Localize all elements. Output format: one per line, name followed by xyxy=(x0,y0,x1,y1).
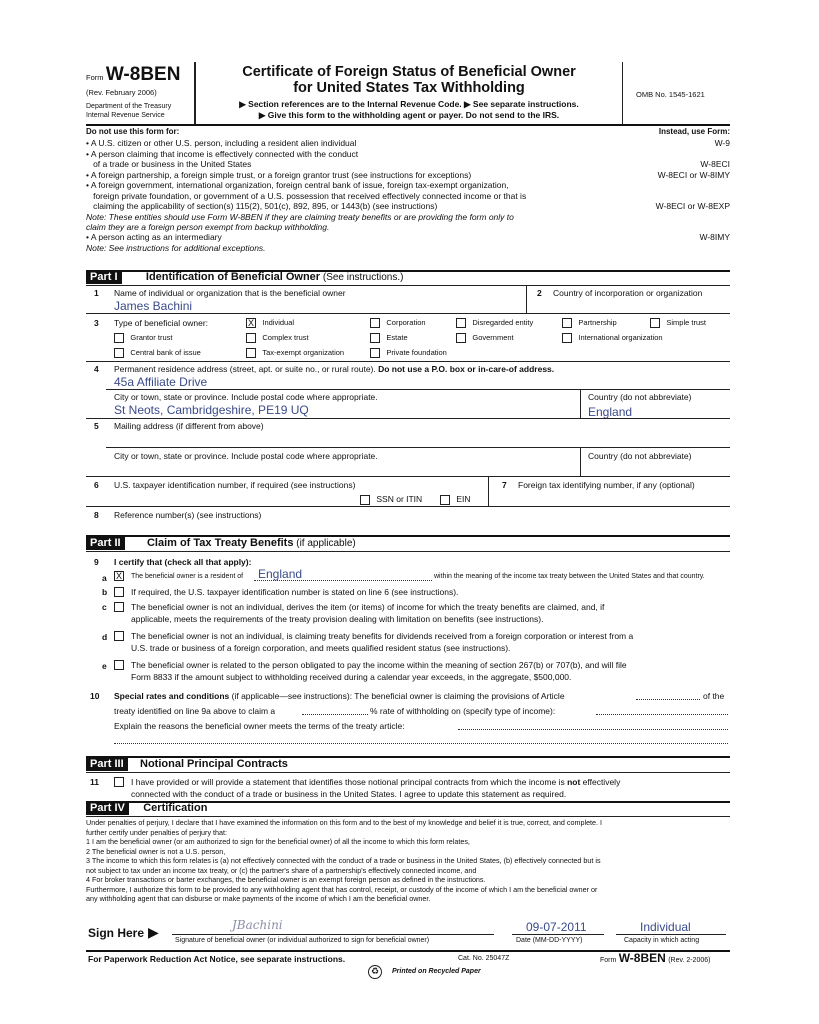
part4-label: Part IV xyxy=(86,801,129,815)
line10-text: Special rates and conditions (if applicable—see instructions): The beneficial owner is claiming the provisions of Article xyxy=(114,691,565,701)
signature-label: Signature of beneficial owner (or individual authorized to sign for beneficial owner) xyxy=(175,937,430,944)
cat-number: Cat. No. 25047Z xyxy=(458,955,510,962)
owner-type-international-organization[interactable] xyxy=(562,332,663,343)
checkbox-label: International organization xyxy=(578,333,663,342)
cert-line: any withholding agent that can disburse or make payments of the income of which I am the beneficial owner. xyxy=(86,894,431,903)
part3-header xyxy=(86,758,288,770)
do-not-use-heading: Do not use this form for: xyxy=(86,127,180,136)
line7-number: 7 xyxy=(502,480,507,490)
line9c-text2: applicable, meets the requirements of the treaty provision dealing with limitation on benefits (see instructions). xyxy=(131,614,544,624)
checkbox-label: Individual xyxy=(262,318,295,327)
line8-label: Reference number(s) (see instructions) xyxy=(114,510,262,520)
line8-number: 8 xyxy=(94,510,99,520)
checkbox-label: Tax-exempt organization xyxy=(262,348,345,357)
checkbox[interactable] xyxy=(246,348,256,358)
line9a-text2: within the meaning of the income tax treaty between the United States and that country. xyxy=(434,573,705,580)
sign-here-label: Sign Here xyxy=(88,926,145,940)
cert-line: Under penalties of perjury, I declare that I have examined the information on this form and to the best of my knowledge and belief it is true, correct, and complete. I xyxy=(86,818,603,827)
owner-type-complex-trust[interactable] xyxy=(246,332,309,343)
beneficial-owner-name-field[interactable]: James Bachini xyxy=(114,299,193,313)
line9a-letter: a xyxy=(102,573,107,583)
checkbox[interactable] xyxy=(440,495,450,505)
line3-number: 3 xyxy=(94,318,99,328)
line9c-letter: c xyxy=(102,602,107,612)
intro-row: • A foreign partnership, a foreign simple trust, or a foreign grantor trust (see instructions for exceptions) W-8ECI or W-8IMY xyxy=(86,169,730,180)
owner-type-central-bank[interactable] xyxy=(114,347,201,358)
intro-list xyxy=(86,138,730,253)
cert-line: 4 For broker transactions or barter exchanges, the beneficial owner is an exempt foreign person as defined in the instructions. xyxy=(86,875,486,884)
owner-type-private-foundation[interactable] xyxy=(370,347,447,358)
capacity-label: Capacity in which acting xyxy=(624,937,700,944)
owner-type-tax-exempt[interactable] xyxy=(246,347,344,358)
form-title-line2: for United States Tax Withholding xyxy=(293,80,525,96)
form-title-line1: Certificate of Foreign Status of Beneficial Owner xyxy=(242,64,576,80)
city-label: City or town, state or province. Include postal code where appropriate. xyxy=(114,392,378,402)
owner-type-individual[interactable] xyxy=(246,317,294,328)
article-field[interactable] xyxy=(636,699,700,700)
checkbox-label: Partnership xyxy=(578,318,617,327)
checkbox[interactable] xyxy=(456,318,466,328)
line5-label: Mailing address (if different from above) xyxy=(114,421,264,431)
ssn-label: SSN or ITIN xyxy=(376,494,423,504)
rate-field[interactable] xyxy=(302,714,368,715)
country-field[interactable]: England xyxy=(588,405,633,419)
owner-type-grantor-trust[interactable] xyxy=(114,332,172,343)
line9a-text1: The beneficial owner is a resident of xyxy=(131,573,244,580)
certification-text xyxy=(86,818,730,904)
cert-line: not subject to tax under an income tax treaty, or (c) the partner's share of a partnership's effectively connected income, and xyxy=(86,865,477,875)
form-subtitle2: ▶ Give this form to the withholding agent or payer. Do not send to the IRS. xyxy=(258,110,560,120)
owner-type-disregarded-entity[interactable] xyxy=(456,317,533,328)
line9d-option[interactable] xyxy=(114,630,124,641)
line6-number: 6 xyxy=(94,480,99,490)
line10-line2a: treaty identified on line 9a above to claim a xyxy=(114,706,276,716)
line9c-text1: The beneficial owner is not an individual, derives the item (or items) of income for which the treaty benefits are claimed, and, if xyxy=(131,602,605,612)
intro-row: of a trade or business in the United States W-8ECI xyxy=(86,159,730,169)
checkbox[interactable] xyxy=(114,660,124,670)
intro-row: • A person claiming that income is effectively connected with the conduct xyxy=(86,148,359,159)
form-label: Form xyxy=(86,73,104,82)
mailing-city-label: City or town, state or province. Include postal code where appropriate. xyxy=(114,451,378,461)
footer-form-id xyxy=(600,951,710,965)
line9c-option[interactable] xyxy=(114,601,124,612)
ssn-itin-option[interactable] xyxy=(360,494,422,505)
part3-title: Notional Principal Contracts xyxy=(140,758,288,770)
part2-header xyxy=(86,537,356,549)
cert-line: 1 I am the beneficial owner (or am authorized to sign for the beneficial owner) of all the income to which this form relates, xyxy=(86,837,470,846)
owner-type-government[interactable] xyxy=(456,332,514,343)
city-field[interactable]: St Neots, Cambridgeshire, PE19 UQ xyxy=(114,403,309,417)
checkbox[interactable] xyxy=(360,495,370,505)
date-label: Date (MM-DD-YYYY) xyxy=(516,937,583,944)
intro-row: • A foreign government, international organization, foreign central bank of issue, foreign tax-exempt organization, xyxy=(86,180,509,190)
checkbox-label: Private foundation xyxy=(386,348,447,357)
part2-title: Claim of Tax Treaty Benefits xyxy=(146,537,294,549)
cert-line: 3 The income to which this form relates is (a) not effectively connected with the conduct of a trade or business in the United States, (b) effectively connected but is xyxy=(86,856,601,865)
checkbox-label: Complex trust xyxy=(262,333,309,342)
line11-text2: connected with the conduct of a trade or business in the United States. I agree to update this statement as required. xyxy=(131,789,567,799)
rev-date: (Rev. February 2006) xyxy=(86,88,157,97)
form-subtitle1: ▶ Section references are to the Internal Revenue Code. ▶ See separate instructions. xyxy=(239,99,579,109)
line11-option[interactable] xyxy=(114,776,124,787)
instead-heading: Instead, use Form: xyxy=(658,127,730,136)
income-type-field[interactable] xyxy=(596,714,728,715)
checkbox[interactable] xyxy=(114,602,124,612)
checkbox-label: Corporation xyxy=(386,318,426,327)
line3-label: Type of beneficial owner: xyxy=(114,318,209,328)
checkbox[interactable] xyxy=(114,333,124,343)
owner-type-simple-trust[interactable] xyxy=(650,317,706,328)
checkbox[interactable] xyxy=(114,631,124,641)
checkbox-label: Central bank of issue xyxy=(130,348,201,357)
part4-title: Certification xyxy=(143,802,208,814)
line2-number: 2 xyxy=(537,288,542,298)
checkbox[interactable]: X xyxy=(115,570,122,581)
checkbox[interactable] xyxy=(114,587,124,597)
intro-row: claiming the applicability of section(s) 115(2), 501(c), 892, 895, or 1443(b) (see instructions) W-8ECI or W-8EXP xyxy=(86,201,730,211)
omb-number: OMB No. 1545-1621 xyxy=(636,90,705,99)
line11-number: 11 xyxy=(90,777,99,787)
intro-row-intermediary: • A person acting as an intermediary W-8IMY xyxy=(86,232,730,242)
permanent-address-field[interactable]: 45a Affiliate Drive xyxy=(114,375,208,389)
line10-line3: Explain the reasons the beneficial owner meets the terms of the treaty article: xyxy=(114,721,405,731)
checkbox[interactable] xyxy=(114,348,124,358)
checkbox[interactable] xyxy=(246,333,256,343)
paperwork-notice: For Paperwork Reduction Act Notice, see separate instructions. xyxy=(88,954,346,964)
line9d-letter: d xyxy=(102,632,108,642)
line4-number: 4 xyxy=(94,364,99,374)
line10-number: 10 xyxy=(90,691,100,701)
checkbox[interactable] xyxy=(562,333,572,343)
line9b-letter: b xyxy=(102,587,108,597)
part4-header xyxy=(86,802,207,814)
line9e-text1: The beneficial owner is related to the person obligated to pay the income within the meaning of section 267(b) or 707(b), and will file xyxy=(131,660,627,670)
intro-note2: Note: See instructions for additional exceptions. xyxy=(86,242,266,253)
treaty-country-field[interactable]: England xyxy=(258,567,303,581)
checkbox[interactable] xyxy=(370,348,380,358)
date-field[interactable]: 09-07-2011 xyxy=(526,920,587,934)
line9-number: 9 xyxy=(94,557,99,567)
line5-number: 5 xyxy=(94,421,99,431)
part1-title-suffix: (See instructions.) xyxy=(320,272,404,283)
line9d-text1: The beneficial owner is not an individual, is claiming treaty benefits for dividends received from a foreign corporation or interest from a xyxy=(131,631,634,641)
owner-type-partnership[interactable] xyxy=(562,317,617,328)
checkbox[interactable] xyxy=(456,333,466,343)
sign-arrow-icon: ▶ xyxy=(148,924,159,940)
cert-line: 2 The beneficial owner is not a U.S. person, xyxy=(86,846,226,856)
line9a-option[interactable] xyxy=(114,570,124,581)
part1-label: Part I xyxy=(86,270,122,284)
line9b-text: If required, the U.S. taxpayer identification number is stated on line 6 (see instructions). xyxy=(131,587,459,597)
owner-type-corporation[interactable] xyxy=(370,317,426,328)
line9b-option[interactable] xyxy=(114,586,124,597)
line7-label: Foreign tax identifying number, if any (optional) xyxy=(518,480,695,490)
line1-label: Name of individual or organization that is the beneficial owner xyxy=(114,288,346,298)
part3-label: Part III xyxy=(86,757,128,771)
explain-field[interactable] xyxy=(458,729,728,730)
checkbox-label: Government xyxy=(472,333,514,342)
cert-line: further certify under penalties of perjury that: xyxy=(86,827,228,837)
mailing-country-label: Country (do not abbreviate) xyxy=(588,451,692,461)
part2-title-suffix: (if applicable) xyxy=(293,538,356,549)
checkbox-label: Estate xyxy=(386,333,408,342)
dept-line2: Internal Revenue Service xyxy=(86,112,165,119)
intro-note1: Note: These entities should use Form W-8BEN if they are claiming treaty benefits or are providing the form only to xyxy=(86,211,514,222)
line4-label: Permanent residence address (street, apt. or suite no., or rural route). Do not use a P.O. box or in-care-of address. xyxy=(114,364,555,374)
part1-header xyxy=(86,271,403,283)
line2-label: Country of incorporation or organization xyxy=(553,288,703,298)
line9e-text2: Form 8833 if the amount subject to withholding received during a calendar year exceeds, in the aggregate, $500,000. xyxy=(131,672,572,682)
checkbox[interactable]: X xyxy=(247,317,254,328)
owner-type-estate[interactable] xyxy=(370,332,408,343)
footer-rev: (Rev. 2-2006) xyxy=(668,957,711,964)
ein-label: EIN xyxy=(456,494,471,504)
line10-of-the: of the xyxy=(703,691,725,701)
line6-label: U.S. taxpayer identification number, if required (see instructions) xyxy=(114,480,356,490)
country-label: Country (do not abbreviate) xyxy=(588,392,692,402)
cert-line: Furthermore, I authorize this form to be provided to any withholding agent that has control, receipt, or custody of the income of which I am the beneficial owner or xyxy=(86,884,598,894)
footer-form-label: Form xyxy=(600,957,617,964)
checkbox-label: Grantor trust xyxy=(130,333,173,342)
intro-row: foreign private foundation, or government of a U.S. possession that received effectively connected income or that is xyxy=(86,190,527,201)
line9e-option[interactable] xyxy=(114,659,124,670)
line9e-letter: e xyxy=(102,661,107,671)
ein-option[interactable] xyxy=(440,494,471,505)
checkbox-label: Disregarded entity xyxy=(472,318,534,327)
explain-field-line2[interactable] xyxy=(114,743,728,744)
checkbox-label: Simple trust xyxy=(666,318,706,327)
line9d-text2: U.S. trade or business of a foreign corporation, and meets qualified resident status (see instructions). xyxy=(131,643,511,653)
capacity-field[interactable]: Individual xyxy=(640,920,691,934)
footer-form-name: W-8BEN xyxy=(618,951,666,965)
line10-line2b: % rate of withholding on (specify type of income): xyxy=(370,706,556,716)
checkbox[interactable] xyxy=(114,777,124,787)
checkbox[interactable] xyxy=(650,318,660,328)
line9-label: I certify that (check all that apply): xyxy=(114,557,252,567)
checkbox[interactable] xyxy=(370,333,380,343)
part1-title: Identification of Beneficial Owner xyxy=(145,271,321,283)
intro-row: • A U.S. citizen or other U.S. person, including a resident alien individual W-9 xyxy=(86,138,730,148)
checkbox[interactable] xyxy=(370,318,380,328)
dept-line1: Department of the Treasury xyxy=(86,103,172,110)
part2-label: Part II xyxy=(86,536,125,550)
checkbox[interactable] xyxy=(562,318,572,328)
form-id xyxy=(86,64,180,86)
form-name: W-8BEN xyxy=(105,64,181,85)
intro-note1b: claim they are a foreign person exempt from backup withholding. xyxy=(86,221,330,232)
recycled-paper-note: Printed on Recycled Paper xyxy=(392,968,481,975)
line11-text1: I have provided or will provide a statement that identifies those notional principal contracts from which the income is not effectively xyxy=(131,777,621,787)
line1-number: 1 xyxy=(94,288,99,298)
signature-field[interactable]: JBachini xyxy=(232,918,283,932)
recycle-icon: ♻ xyxy=(368,965,382,979)
